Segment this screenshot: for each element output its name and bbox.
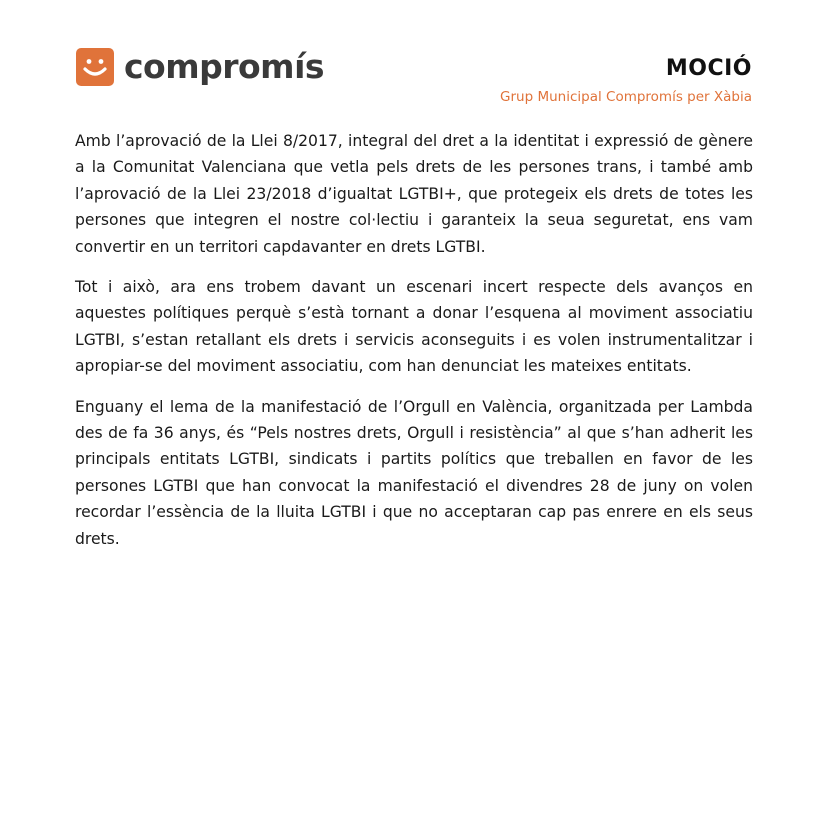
document-body — [75, 128, 753, 566]
document-type-title: MOCIÓ — [665, 56, 752, 81]
group-name: Grup Municipal Compromís per Xàbia — [500, 89, 752, 105]
body-paragraph-3: Enguany el lema de la manifestació de l’Orgull en València, organitzada per Lambda des de fa 36 anys, és “Pels nostres drets, Orgull i resistència” al que s’han adherit les principals entitats LGTBI, sindicats i partits polítics que treballen en favor de les persones LGTBI que han convocat la manifestació el divendres 28 de juny on volen recordar l’essència de la lluita LGTBI i que no acceptaran cap pas enrere en els seus drets. — [75, 397, 753, 548]
body-paragraph-2: Tot i això, ara ens trobem davant un escenari incert respecte dels avanços en aquestes polítiques perquè s’està tornant a donar l’esquena al moviment associatiu LGTBI, s’estan retallant els drets i servicis aconseguits i es volen instrumentalitzar i apropiar-se del moviment associatiu, com han denunciat les mateixes entitats. — [75, 278, 753, 376]
body-paragraph-1: Amb l’aprovació de la Llei 8/2017, integral del dret a la identitat i expressió de gènere a la Comunitat Valenciana que vetla pels drets de les persones trans, i també amb l’aprovació de la Llei 23/2018 d’igualtat LGTBI+, que protegeix els drets de totes les persones que integren el nostre col·lectiu i garanteix la seua seguretat, ens vam convertir en un territori capdavanter en drets LGTBI. — [75, 132, 753, 256]
logo-wordmark: compromís — [124, 47, 325, 86]
document-header — [0, 0, 828, 120]
compromis-logo — [76, 48, 324, 86]
smiley-face-icon — [76, 48, 114, 86]
